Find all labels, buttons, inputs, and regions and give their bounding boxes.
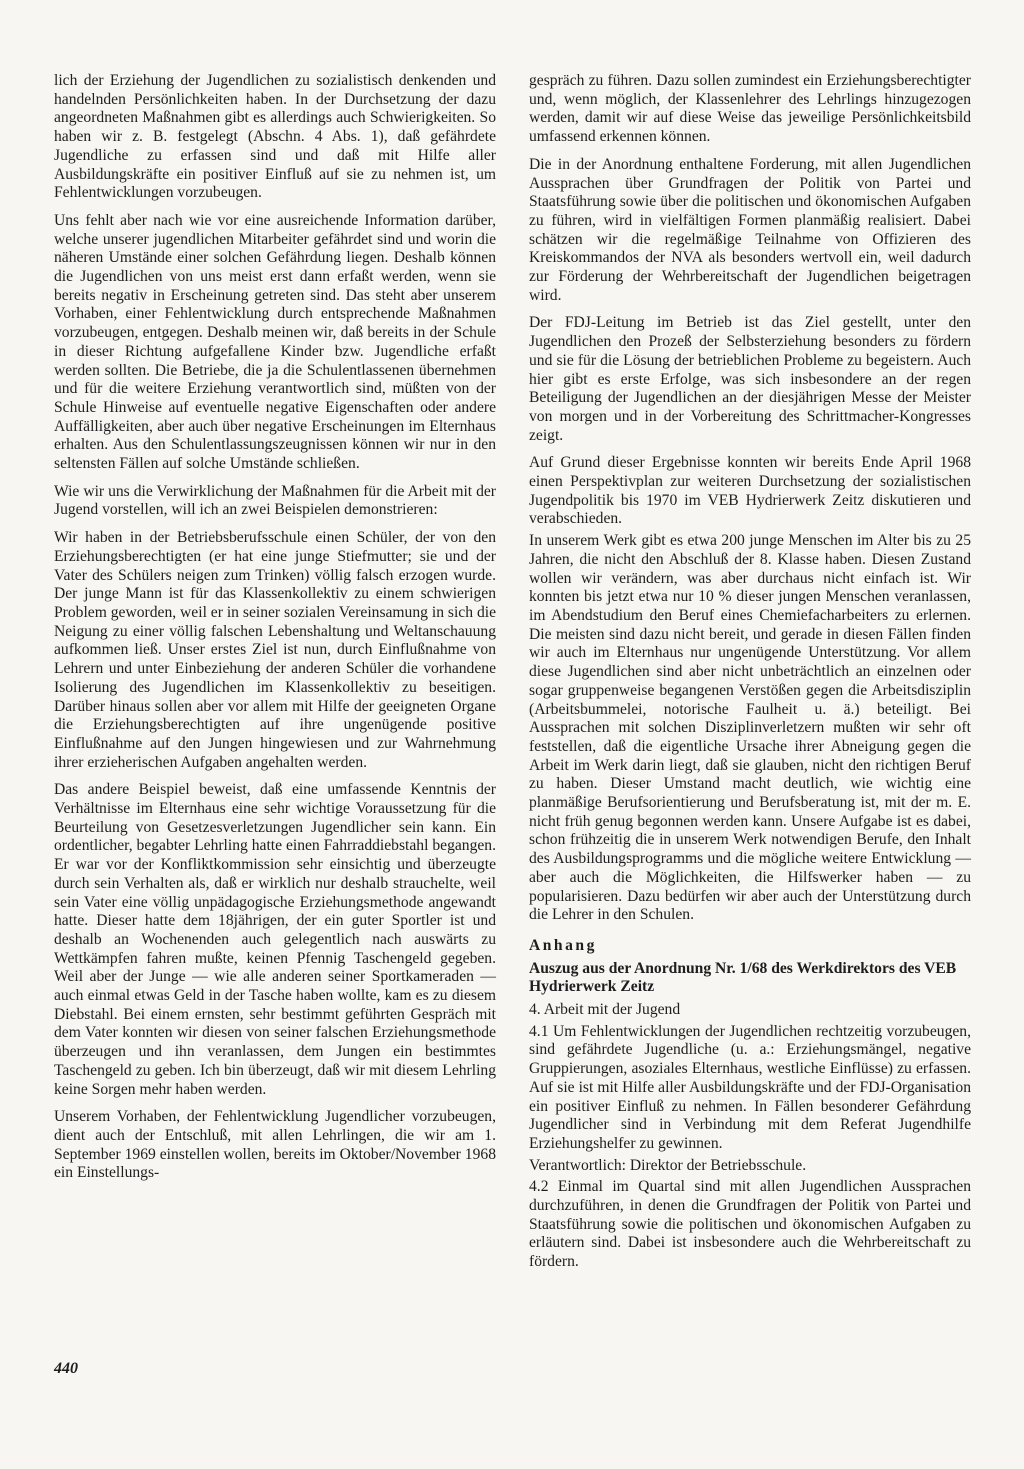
paragraph: lich der Erziehung der Jugendlichen zu sozialistisch denkenden und handelnden Persönlichkeiten haben. In der Durchsetzung der dazu angeordneten Maßnahmen gibt es allerdings auch Schwierigkeiten. So haben wir z. B. festgelegt (Abschn. 4 Abs. 1), daß gefährdete Jugendliche zu erfassen sind und daß mit Hilfe aller Ausbildungskräfte ein positiver Einfluß auf sie zu nehmen ist, um Fehlentwicklungen vorzubeugen. bbox=[54, 72, 496, 202]
appendix-label: Anhang bbox=[529, 936, 597, 954]
paragraph: Wie wir uns die Verwirklichung der Maßnahmen für die Arbeit mit der Jugend vorstellen, will ich an zwei Beispielen demonstrieren: bbox=[54, 482, 496, 519]
paragraph: Uns fehlt aber nach wie vor eine ausreichende Information darüber, welche unserer jugendlichen Mitarbeiter gefährdet sind und worin die näheren Umstände einer solchen Gefährdung liegen. Deshalb können die Jugendlichen von uns meist erst dann erfaßt werden, wenn sie bereits negativ in Erscheinung getreten sind. Das steht aber unserem Vorhaben, einer Fehlentwicklung durch entsprechende Maßnahmen vorzubeugen, entgegen. Deshalb meinen wir, daß bereits in der Schule in dieser Richtung aufgefallene Kinder bzw. Jugendliche erfaßt werden sollten. Die Betriebe, die ja die Schulentlassenen übernehmen und für die weitere Erziehung verantwortlich sind, müßten von der Schule Hinweise auf eventuelle negative Eigenschaften oder andere Auffälligkeiten, aber auch über negative Erscheinungen im Elternhaus erhalten. Aus den Schulentlassungszeugnissen können wir nur in den seltensten Fällen auf solche Umstände schließen. bbox=[54, 211, 496, 473]
paragraph: In unserem Werk gibt es etwa 200 junge Menschen im Alter bis zu 25 Jahren, die nicht den Abschluß der 8. Klasse haben. Diesen Zustand wollen wir verändern, was aber durchaus nicht einfach ist. Wir konnten bis jetzt etwa nur 10 % dieser jungen Menschen veranlassen, im Abendstudium den Beruf eines Chemiefacharbeiters zu erlernen. Die meisten sind dazu nicht bereit, und gerade in diesen Fällen finden wir auch im Elternhaus nur ungenügende Unterstützung. Vor allem diese Jugendlichen sind aber nicht unbeträchtlich an einzelnen oder sogar gruppenweise begangenen Verstößen gegen die Arbeitsdisziplin (Arbeitsbummelei, notorische Faulheit u. ä.) beteiligt. Bei Aussprachen mit solchen Disziplinverletzern mußten wir sehr oft feststellen, daß die eigentliche Ursache ihrer Abneigung gegen die Arbeit im Werk darin liegt, daß sie glauben, nicht den richtigen Beruf zu haben. Dieser Umstand macht deutlich, wie wichtig eine planmäßige Berufsorientierung und Berufsberatung ist, mit der m. E. nicht früh genug begonnen werden kann. Unsere Aufgabe ist es dabei, schon frühzeitig die in unserem Werk notwendigen Berufe, den Inhalt des Ausbildungsprogramms und die mögliche weitere Entwicklung — aber auch die Möglichkeiten, die Hilfswerker haben — zu popularisieren. Dazu bedürfen wir aber auch der Unterstützung durch die Lehrer in den Schulen. bbox=[529, 532, 971, 924]
appendix-section-heading: 4. Arbeit mit der Jugend bbox=[529, 1001, 681, 1019]
paragraph: Das andere Beispiel beweist, daß eine umfassende Kenntnis der Verhältnisse im Elternhaus eine sehr wichtige Voraussetzung für die Beurteilung von Gesetzesverletzungen Jugendlicher sein kann. Ein ordentlicher, begabter Lehrling hatte einen Fahrraddiebstahl begangen. Er war vor der Konfliktkommission sehr einsichtig und überzeugte durch sein Verhalten als, daß er wirklich nur deshalb strauchelte, weil sein Vater eine völlig unpädagogische Erziehungsmethode angewandt hatte. Dieser hatte dem 18jährigen, der ein guter Sportler ist und deshalb an Wochenenden auch gelegentlich nach auswärts zu Wettkämpfen fahren mußte, keinen Pfennig Taschengeld gegeben. Weil aber der Junge — wie alle anderen seiner Sportkameraden — auch einmal etwas Geld in der Tasche haben wollte, kam es zu diesem Diebstahl. Bei einem ernsten, sehr bestimmt geführten Gespräch mit dem Vater konnten wir diesen von seiner falschen Erziehungsmethode überzeugen und ihn veranlassen, dem Jungen ein bestimmtes Taschengeld zu geben. Ich bin überzeugt, daß wir mit diesem Lehrling keine Sorgen mehr haben werden. bbox=[54, 781, 496, 1098]
left-column bbox=[54, 72, 496, 1192]
paragraph: Unserem Vorhaben, der Fehlentwicklung Jugendlicher vorzubeugen, dient auch der Entschluß, mit allen Lehrlingen, die wir am 1. September 1969 einstellen wollen, bereits im Oktober/November 1968 ein Einstellungs- bbox=[54, 1108, 496, 1182]
paragraph: gespräch zu führen. Dazu sollen zumindest ein Erziehungsberechtigter und, wenn möglich, der Klassenlehrer des Lehrlings hinzugezogen werden, damit wir auf diese Weise das jeweilige Persönlichkeitsbild umfassend erkennen können. bbox=[529, 72, 971, 146]
appendix-item-4-1: 4.1 Um Fehlentwicklungen der Jugendlichen rechtzeitig vorzubeugen, sind gefährdete Jugendliche (u. a.: Erziehungsmängel, negative Gruppierungen, asoziales Elternhaus, westliche Einflüsse) zu erfassen. Auf sie ist mit Hilfe aller Ausbildungskräfte und der FDJ-Organisation ein positiver Einfluß zu nehmen. In Fällen besonderer Gefährdung Jugendlicher sind in Verbindung mit dem Referat Jugendhilfe Erziehungshelfer zu gewinnen. bbox=[529, 1022, 971, 1152]
appendix-item-4-2: 4.2 Einmal im Quartal sind mit allen Jugendlichen Aussprachen durchzuführen, in denen die Grundfragen der Politik von Partei und Staatsführung sowie die politischen und ökonomischen Aufgaben zu erläutern sind. Dabei ist insbesondere auch die Wehrbereitschaft zu fördern. bbox=[529, 1178, 971, 1271]
page-number: 440 bbox=[54, 1360, 78, 1377]
paragraph: Wir haben in der Betriebsberufsschule einen Schüler, der von den Erziehungsberechtigten (er hat eine junge Stiefmutter; sie und der Vater des Schülers neigen zum Trinken) völlig falsch erzogen wurde. Der junge Mann ist für das Klassenkollektiv zu einem schwierigen Problem geworden, weil er in seiner sozialen Vereinsamung in sich die Neigung zu einer völlig falschen Lebenshaltung und Weltanschauung aufkommen ließ. Unser erstes Ziel ist nun, durch Einflußnahme von Lehrern und unter Einbeziehung der anderen Schüler die vorhandene Isolierung des Jugendlichen im Klassenkollektiv zu beseitigen. Darüber hinaus sollen aber vor allem mit Hilfe der geeigneten Organe die Erziehungsberechtigten auf ihre ungenügende positive Einflußnahme auf den Jungen hingewiesen und zur Wahrnehmung ihrer erzieherischen Aufgaben angehalten werden. bbox=[54, 529, 496, 771]
paragraph: Der FDJ-Leitung im Betrieb ist das Ziel gestellt, unter den Jugendlichen den Prozeß der Selbsterziehung besonders zu fördern und sie für die Lösung der betrieblichen Probleme zu begeistern. Auch hier gibt es erste Erfolge, was sich insbesondere an der regen Beteiligung der Jugendlichen an der diesjährigen Messe der Meister von morgen und in der Vorbereitung des Schrittmacher-Kongresses zeigt. bbox=[529, 314, 971, 444]
paragraph: Auf Grund dieser Ergebnisse konnten wir bereits Ende April 1968 einen Perspektivplan zur weiteren Durchsetzung der sozialistischen Jugendpolitik bis 1970 im VEB Hydrierwerk Zeitz diskutieren und verabschieden. bbox=[529, 454, 971, 528]
appendix-responsible: Verantwortlich: Direktor der Betriebsschule. bbox=[529, 1156, 807, 1174]
right-column bbox=[529, 72, 971, 1281]
paragraph: Die in der Anordnung enthaltene Forderung, mit allen Jugendlichen Aussprachen über Grundfragen der Politik von Partei und Staatsführung sowie über die politischen und ökonomischen Aufgaben zu führen, wird in vielfältigen Formen planmäßig realisiert. Dabei schätzen wir die regelmäßige Teilnahme von Offizieren des Kreiskommandos der NVA als besonders wertvoll ein, weil dadurch zur Förderung der Wehrbereitschaft der Jugendlichen beigetragen wird. bbox=[529, 155, 971, 304]
appendix-title: Auszug aus der Anordnung Nr. 1/68 des Werkdirektors des VEB Hydrierwerk Zeitz bbox=[529, 959, 957, 996]
